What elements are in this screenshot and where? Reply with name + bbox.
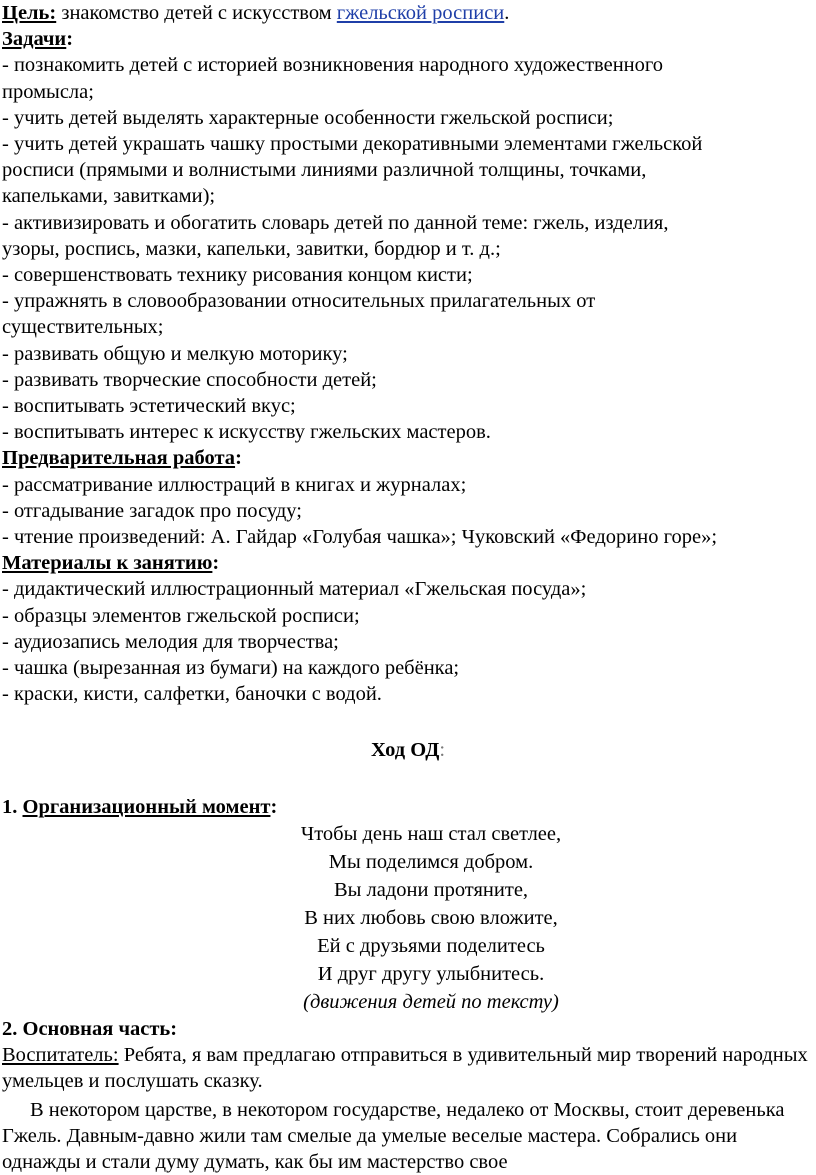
prep-list bbox=[2, 472, 814, 551]
poem-line: Ей с друзьями поделитесь bbox=[2, 932, 814, 960]
list-item: - учить детей выделять характерные особенности гжельской росписи; bbox=[2, 105, 814, 131]
materials-label: Материалы к занятию bbox=[2, 552, 212, 574]
section1-label: Организационный момент bbox=[23, 796, 271, 818]
gzhel-link[interactable]: гжельской росписи bbox=[337, 2, 504, 24]
speaker-label: Воспитатель: bbox=[2, 1044, 119, 1066]
poem-line: Мы поделимся добром. bbox=[2, 848, 814, 876]
course-title: Ход ОД: bbox=[2, 737, 814, 763]
list-item: - чашка (вырезанная из бумаги) на каждого ребёнка; bbox=[2, 655, 814, 681]
list-item: - познакомить детей с историей возникновения народного художественного bbox=[2, 52, 814, 78]
poem-line: В них любовь свою вложите, bbox=[2, 904, 814, 932]
list-item: - воспитывать интерес к искусству гжельских мастеров. bbox=[2, 419, 814, 445]
list-item: - совершенствовать технику рисования концом кисти; bbox=[2, 262, 814, 288]
goal-label: Цель: bbox=[2, 2, 56, 24]
section1-heading: 1. Организационный момент: bbox=[2, 794, 814, 820]
list-item: - активизировать и обогатить словарь детей по данной теме: гжель, изделия, bbox=[2, 210, 814, 236]
poem bbox=[2, 820, 814, 1016]
goal-text: знакомство детей с искусством bbox=[56, 2, 337, 24]
list-item: - аудиозапись мелодия для творчества; bbox=[2, 629, 814, 655]
teacher-speech: Воспитатель: Ребята, я вам предлагаю отправиться в удивительный мир творений народных умельцев и послушать сказку. bbox=[2, 1042, 814, 1094]
list-item: существительных; bbox=[2, 314, 814, 340]
list-item: - развивать творческие способности детей; bbox=[2, 367, 814, 393]
list-item: росписи (прямыми и волнистыми линиями различной толщины, точками, bbox=[2, 157, 814, 183]
goal-text-end: . bbox=[504, 2, 509, 24]
tasks-list bbox=[2, 52, 814, 445]
list-item: - краски, кисти, салфетки, баночки с водой. bbox=[2, 681, 814, 707]
poem-line: И друг другу улыбнитесь. bbox=[2, 960, 814, 988]
prep-heading: Предварительная работа: bbox=[2, 445, 814, 471]
story-paragraph: В некотором царстве, в некотором государстве, недалеко от Москвы, стоит деревенька Гжель. Давным-давно жили там смелые да умелые веселые мастера. Собрались они однажды и стали думу думать, как бы им мастерство свое bbox=[2, 1097, 814, 1175]
spacer bbox=[2, 764, 814, 794]
section2-heading: 2. Основная часть: bbox=[2, 1016, 814, 1042]
list-item: - упражнять в словообразовании относительных прилагательных от bbox=[2, 288, 814, 314]
poem-note: (движения детей по тексту) bbox=[2, 988, 814, 1016]
list-item: - воспитывать эстетический вкус; bbox=[2, 393, 814, 419]
list-item: - развивать общую и мелкую моторику; bbox=[2, 341, 814, 367]
tasks-label: Задачи bbox=[2, 28, 66, 50]
poem-line: Вы ладони протяните, bbox=[2, 876, 814, 904]
list-item: - образцы элементов гжельской росписи; bbox=[2, 603, 814, 629]
list-item: - рассматривание иллюстраций в книгах и журналах; bbox=[2, 472, 814, 498]
list-item: узоры, роспись, мазки, капельки, завитки, бордюр и т. д.; bbox=[2, 236, 814, 262]
list-item: - учить детей украшать чашку простыми декоративными элементами гжельской bbox=[2, 131, 814, 157]
list-item: промысла; bbox=[2, 79, 814, 105]
list-item: - отгадывание загадок про посуду; bbox=[2, 498, 814, 524]
prep-label: Предварительная работа bbox=[2, 447, 235, 469]
spacer bbox=[2, 707, 814, 737]
goal-line bbox=[2, 0, 814, 26]
poem-line: Чтобы день наш стал светлее, bbox=[2, 820, 814, 848]
list-item: - чтение произведений: А. Гайдар «Голубая чашка»; Чуковский «Федорино горе»; bbox=[2, 524, 814, 550]
materials-heading: Материалы к занятию: bbox=[2, 550, 814, 576]
list-item: - дидактический иллюстрационный материал «Гжельская посуда»; bbox=[2, 576, 814, 602]
list-item: капельками, завитками); bbox=[2, 183, 814, 209]
tasks-heading: Задачи: bbox=[2, 26, 814, 52]
materials-list bbox=[2, 576, 814, 707]
